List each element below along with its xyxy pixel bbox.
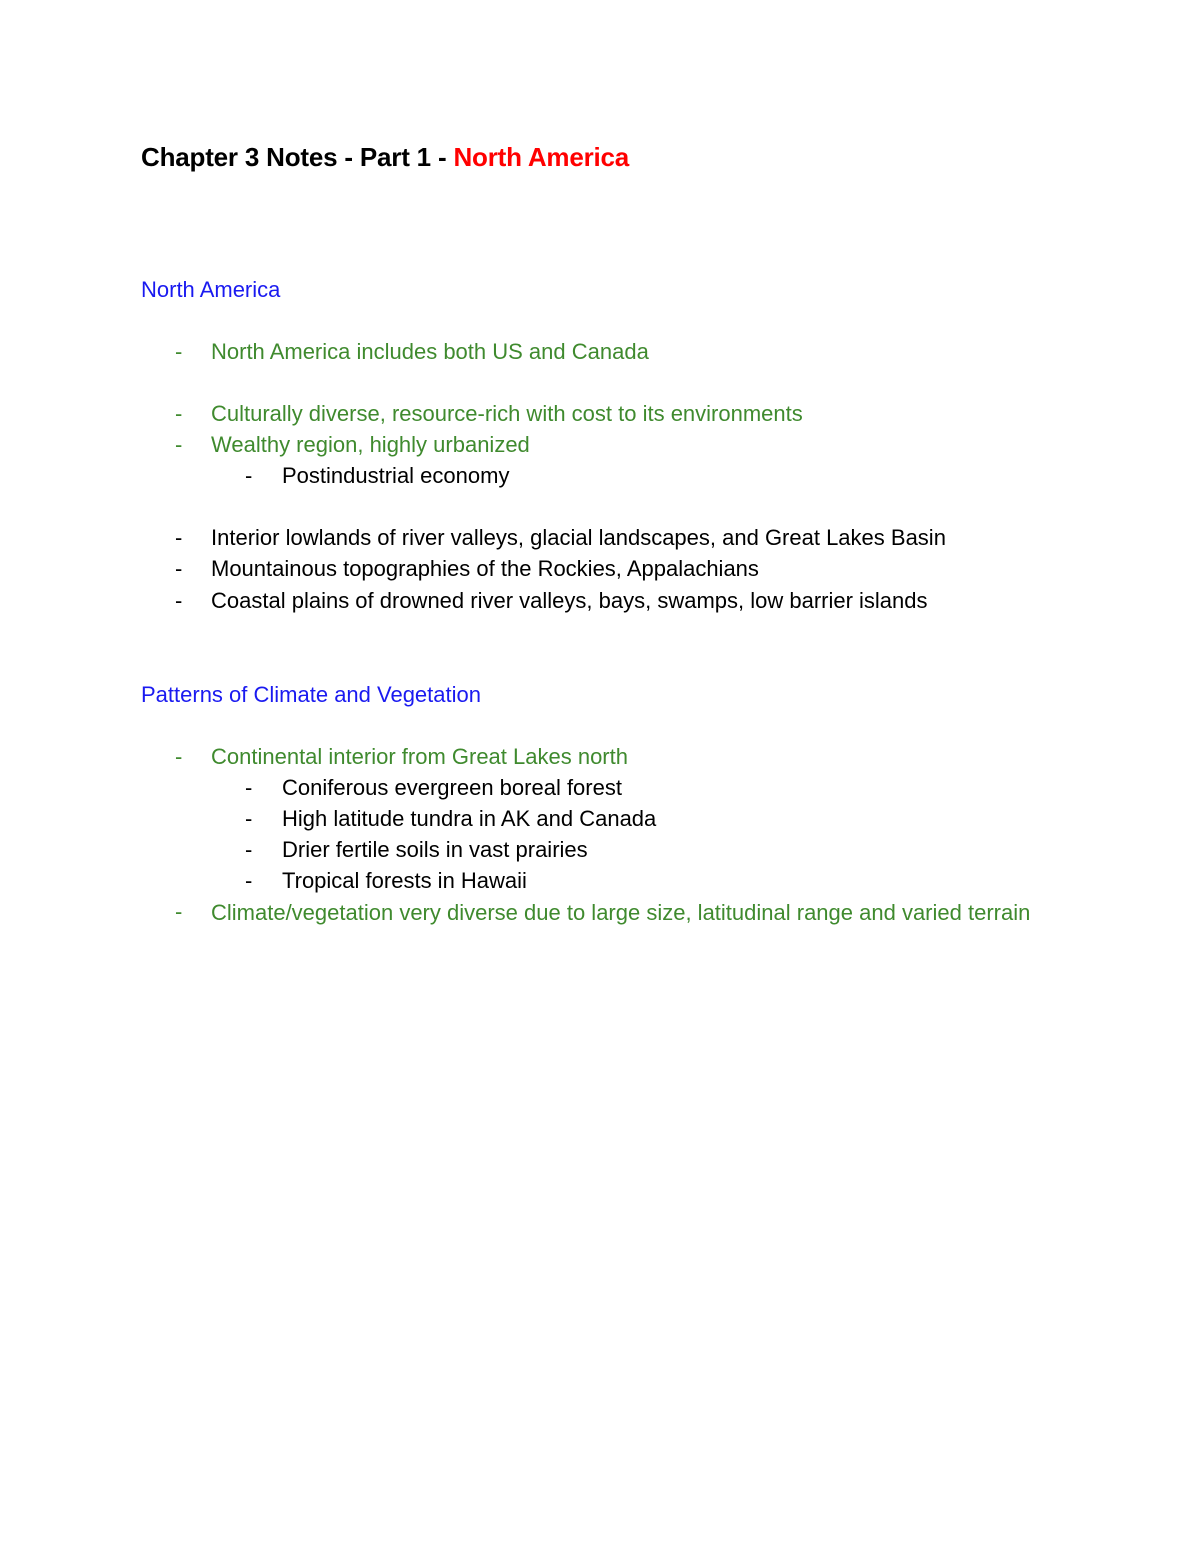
list-item-text: Climate/vegetation very diverse due to large size, latitudinal range and varied terrain — [211, 900, 1031, 925]
list-dash: - — [245, 463, 253, 488]
list-item-text: Postindustrial economy — [282, 463, 510, 488]
list-dash: - — [175, 525, 183, 550]
list-dash: - — [175, 556, 183, 581]
list-dash: - — [245, 806, 253, 831]
list-item-text: Interior lowlands of river valleys, glacial landscapes, and Great Lakes Basin — [211, 525, 946, 550]
list-dash: - — [245, 837, 253, 862]
list-item-text: High latitude tundra in AK and Canada — [282, 806, 657, 831]
list-item-text: Coniferous evergreen boreal forest — [282, 775, 622, 800]
title-accent: North America — [453, 142, 630, 172]
list-item-text: North America includes both US and Canada — [211, 339, 649, 364]
list-dash: - — [175, 899, 183, 924]
list-item-text: Wealthy region, highly urbanized — [211, 432, 530, 457]
list-dash: - — [245, 868, 253, 893]
list-item-text: Culturally diverse, resource-rich with cost to its environments — [211, 401, 803, 426]
list-dash: - — [175, 339, 183, 364]
list-dash: - — [175, 432, 183, 457]
section-heading-north-america: North America — [141, 277, 281, 302]
page-title — [141, 140, 629, 174]
list-item-text: Drier fertile soils in vast prairies — [282, 837, 588, 862]
list-item-text: Continental interior from Great Lakes north — [211, 744, 628, 769]
list-item-text: Mountainous topographies of the Rockies, Appalachians — [211, 556, 759, 581]
list-item-text: Coastal plains of drowned river valleys, bays, swamps, low barrier islands — [211, 588, 928, 613]
section-heading-climate-vegetation: Patterns of Climate and Vegetation — [141, 682, 481, 707]
list-dash: - — [175, 588, 183, 613]
list-dash: - — [175, 401, 183, 426]
list-dash: - — [175, 744, 183, 769]
title-prefix: Chapter 3 Notes - Part 1 - — [141, 142, 454, 172]
list-item-text: Tropical forests in Hawaii — [282, 868, 527, 893]
list-dash: - — [245, 775, 253, 800]
